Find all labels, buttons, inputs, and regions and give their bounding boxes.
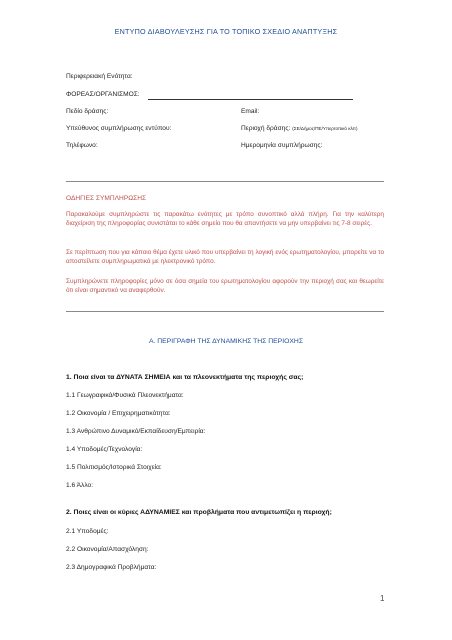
question-1-item: 1.5 Πολιτισμός/Ιστορικά Στοιχεία: <box>66 464 162 471</box>
organization-label: ΦΟΡΕΑΣ/ΟΡΓΑΝΙΣΜΟΣ: <box>66 91 140 98</box>
question-2-item: 2.2 Οικονομία/Απασχόληση: <box>66 546 149 553</box>
question-2-item: 2.1 Υποδομές: <box>66 528 109 535</box>
document-title: ΕΝΤΥΠΟ ΔΙΑΒΟΥΛΕΥΣΗΣ ΓΙΑ ΤΟ ΤΟΠΙΚΟ ΣΧΕΔΙΟ ΑΝΑΠΤΥΞΗΣ <box>114 27 338 36</box>
organization-fill-line[interactable] <box>148 99 353 100</box>
question-1-title: 1. Ποια είναι τα ΔΥΝΑΤΑ ΣΗΜΕΙΑ και τα πλεονεκτήματα της περιοχής σας; <box>66 374 304 381</box>
question-1-item: 1.1 Γεωγραφικά/Φυσικά Πλεονεκτήματα: <box>66 392 184 399</box>
area-of-action-text: Περιοχή δράσης: <box>241 125 291 132</box>
question-1-item: 1.3 Ανθρώπινο Δυναμικό/Εκπαίδευση/Εμπειρία: <box>66 428 206 435</box>
divider-bottom <box>66 311 384 312</box>
question-1-item: 1.6 Άλλο: <box>66 482 94 489</box>
email-label: Email: <box>241 108 260 115</box>
question-2-item: 2.3 Δημογραφικά Προβλήματα: <box>66 564 157 571</box>
question-2-title: 2. Ποιες είναι οι κύριες ΑΔΥΝΑΜΙΕΣ και προβλήματα που αντιμετωπίζει η περιοχή; <box>66 509 332 516</box>
instructions-paragraph-2: Σε περίπτωση που για κάποιο θέμα έχετε υλικό που υπερβαίνει τη λογική ενός ερωτηματολογίου, μπορείτε να το αποστείλετε συμπληρωματικά με ηλεκτρονικό τρόπο. <box>66 249 384 265</box>
divider-top <box>66 181 384 182</box>
page-number: 1 <box>380 594 385 603</box>
field-of-action-label: Πεδίο δράσης: <box>66 108 109 115</box>
completion-date-label: Ημερομηνία συμπλήρωσης: <box>241 142 323 149</box>
instructions-paragraph-1: Παρακαλούμε συμπληρώστε τις παρακάτω ενότητες με τρόπο συνοπτικό αλλά πλήρη. Για την καλύτερη διαχείριση της πληροφορίας συνιστάται το κάθε σημείο που θα απαντήσετε να μην υπερβαίνει τις 7-8 σειρές. <box>66 211 384 227</box>
section-a-title: Α. ΠΕΡΙΓΡΑΦΗ ΤΗΣ ΔΥΝΑΜΙΚΗΣ ΤΗΣ ΠΕΡΙΟΧΗΣ <box>148 338 304 345</box>
phone-label: Τηλέφωνο: <box>66 142 98 149</box>
responsible-label: Υπεύθυνος συμπλήρωσης εντύπου: <box>66 125 172 132</box>
question-1-item: 1.2 Οικονομία / Επιχειρηματικότητα: <box>66 410 171 417</box>
region-label: Περιφερειακή Ενότητα: <box>66 73 133 80</box>
area-of-action-note: (ΣΕ/Δήμος/ΠΕ/Υπερτοπικό κλπ) <box>292 126 358 131</box>
area-of-action-label <box>241 125 358 132</box>
instructions-heading: ΟΔΗΓΙΕΣ ΣΥΜΠΛΗΡΩΣΗΣ <box>66 195 147 202</box>
question-1-item: 1.4 Υποδομές/Τεχνολογία: <box>66 446 143 453</box>
instructions-paragraph-3: Συμπληρώνετε πληροφορίες μόνο σε όσα σημεία του ερωτηματολογίου αφορούν την περιοχή σας και θεωρείτε ότι είναι σημαντικό να αναφερθούν. <box>66 278 384 294</box>
